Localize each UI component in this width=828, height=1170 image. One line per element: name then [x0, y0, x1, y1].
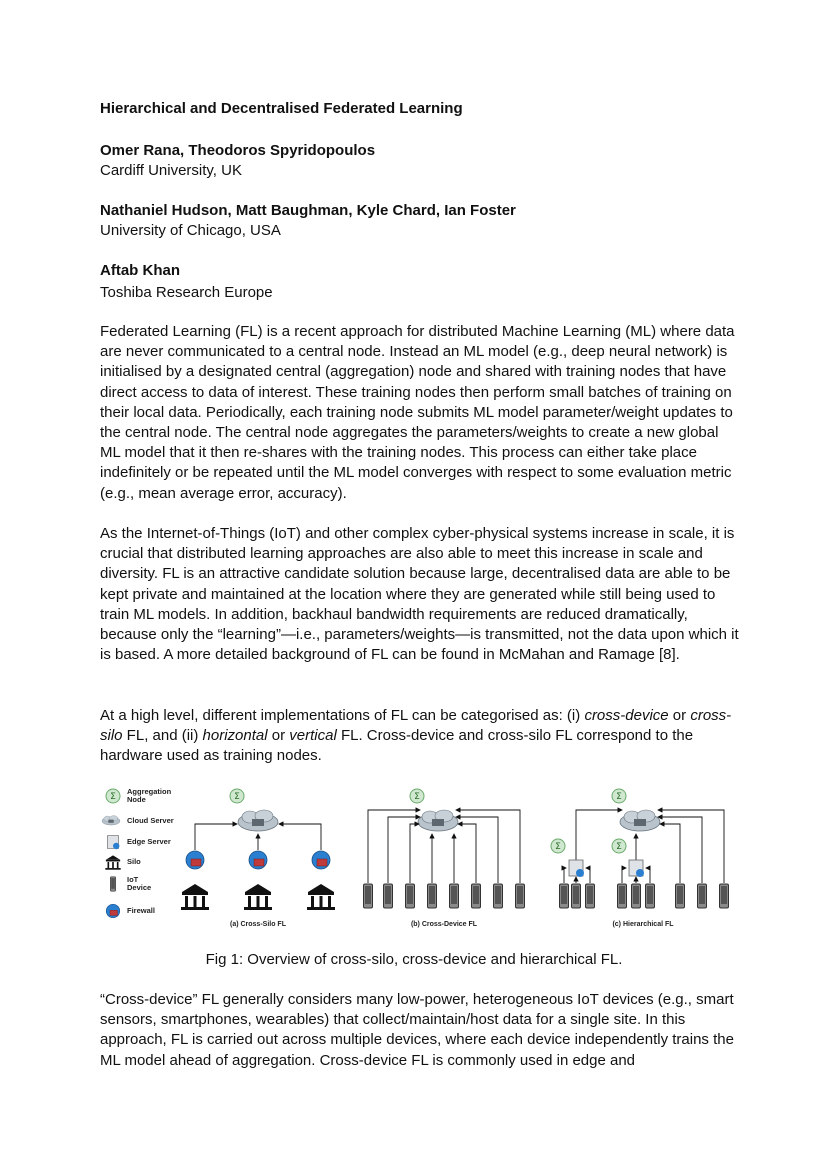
panel-caption: (b) Cross-Device FL	[410, 921, 478, 928]
panel-cross-device	[364, 789, 525, 928]
iot-device-icon	[572, 884, 581, 908]
author-affiliation: Cardiff University, UK	[100, 162, 242, 179]
p3-text: FL. Cross-device and cross-silo FL correspond to the hardware used as training nodes.	[100, 727, 694, 765]
p3-term: vertical	[289, 727, 337, 745]
p3-term: cross-device	[584, 707, 669, 724]
legend-cloud: Cloud Server	[127, 816, 174, 825]
legend-iot-line1: IoT	[127, 875, 139, 884]
legend-iot-line2: Device	[127, 883, 152, 892]
iot-device-icon	[428, 884, 437, 908]
sigma-icon	[612, 839, 626, 853]
iot-device-icon	[472, 884, 481, 908]
edge-server-icon	[569, 860, 584, 877]
legend	[102, 787, 174, 918]
cloud-icon	[418, 810, 458, 831]
iot-device-icon	[450, 884, 459, 908]
iot-device-icon	[720, 884, 729, 908]
firewall-icon	[249, 851, 267, 869]
p3-text: At a high level, different implementations of FL can be categorised as: (i)	[100, 707, 585, 724]
panel-caption: (a) Cross-Silo FL	[229, 921, 287, 928]
cloud-icon	[238, 810, 278, 831]
edge-server-icon	[629, 860, 644, 877]
sigma-icon	[612, 789, 626, 803]
iot-device-icon	[698, 884, 707, 908]
paragraph-1: Federated Learning (FL) is a recent approach for distributed Machine Learning (ML) where data are never communicated to a central node. Instead an ML model (e.g., deep neural network) is initialised by a designated central (aggregation) node and shared with training nodes that have direct access to data of interest. These training nodes then perform small batches of training on their local data. Periodically, each training node submits ML model parameter/weight updates to the central node. The central node aggregates the parameters/weights to create a new global ML model that it then re-shares with the training nodes. This process can either take place indefinitely or be repeated until the ML model converges with respect to some evaluation metric (e.g., mean average error, accuracy).	[100, 323, 735, 502]
fl-overview-figure: Σ Aggregation Node Cloud Server Edge Server Silo IoT Device Firewall (a) Cross-Silo FL (b) Cross-Device FL (c) Hierarchical FL	[98, 780, 738, 930]
p3-text: or	[668, 707, 691, 724]
firewall-icon	[106, 904, 120, 918]
edge-server-icon	[107, 836, 119, 850]
p3-text: FL, and (ii)	[122, 727, 203, 745]
legend-firewall: Firewall	[127, 906, 155, 915]
p3-term: cross-silo	[100, 707, 732, 745]
silo-icon	[244, 884, 272, 910]
iot-device-icon	[676, 884, 685, 908]
paragraph-3	[100, 706, 740, 767]
iot-device-icon	[406, 884, 415, 908]
iot-device-icon	[632, 884, 641, 908]
firewall-icon	[312, 851, 330, 869]
author-affiliation: Toshiba Research Europe	[100, 284, 273, 301]
silo-icon	[105, 855, 120, 869]
iot-device-icon	[110, 877, 115, 891]
panel-cross-silo	[181, 789, 335, 928]
iot-device-icon	[384, 884, 393, 908]
p3-term: horizontal	[202, 727, 268, 745]
iot-device-icon	[586, 884, 595, 908]
iot-device-icon	[516, 884, 525, 908]
sigma-icon	[230, 789, 244, 803]
legend-silo: Silo	[127, 857, 141, 866]
iot-device-icon	[646, 884, 655, 908]
sigma-icon	[551, 839, 565, 853]
firewall-icon	[186, 851, 204, 869]
cloud-icon	[620, 810, 660, 831]
iot-device-icon	[618, 884, 627, 908]
sigma-icon	[106, 789, 120, 803]
iot-device-icon	[364, 884, 373, 908]
silo-icon	[307, 884, 335, 910]
cloud-icon	[102, 816, 120, 825]
author-names: Aftab Khan	[100, 262, 180, 279]
legend-edge: Edge Server	[127, 837, 171, 846]
p3-text: or	[267, 727, 290, 745]
silo-icon	[181, 884, 209, 910]
legend-aggregation-line2: Node	[127, 795, 146, 804]
sigma-icon	[410, 789, 424, 803]
paper-title: Hierarchical and Decentralised Federated Learning	[100, 100, 463, 117]
author-names: Nathaniel Hudson, Matt Baughman, Kyle Chard, Ian Foster	[100, 202, 516, 219]
author-names: Omer Rana, Theodoros Spyridopoulos	[100, 142, 376, 159]
author-affiliation: University of Chicago, USA	[100, 222, 281, 239]
paragraph-2: As the Internet-of-Things (IoT) and other complex cyber-physical systems increase in scale, it is crucial that distributed learning approaches are also able to meet this increase in scale and diversity. FL is an attractive candidate solution because large, decentralised data are able to be kept private and maintained at the location where they are generated while still being used to train ML models. In addition, backhaul bandwidth requirements are reduced dramatically, because only the “learning”—i.e., parameters/weights—is transmitted, not the data upon which it is based. A more detailed background of FL can be found in McMahan and Ramage [8].	[100, 525, 739, 664]
figure-caption: Fig 1: Overview of cross-silo, cross-device and hierarchical FL.	[205, 951, 623, 968]
legend-aggregation-line1: Aggregation	[127, 787, 172, 796]
paragraph-4: “Cross-device” FL generally considers many low-power, heterogeneous IoT devices (e.g., smart sensors, smartphones, wearables) that collect/maintain/host data for a single site. In this approach, FL is carried out across multiple devices, where each device independently trains the ML model ahead of aggregation. Cross-device FL is commonly used in edge and	[100, 991, 734, 1069]
panel-hierarchical	[551, 789, 729, 928]
iot-device-icon	[560, 884, 569, 908]
panel-caption: (c) Hierarchical FL	[612, 921, 674, 928]
iot-device-icon	[494, 884, 503, 908]
